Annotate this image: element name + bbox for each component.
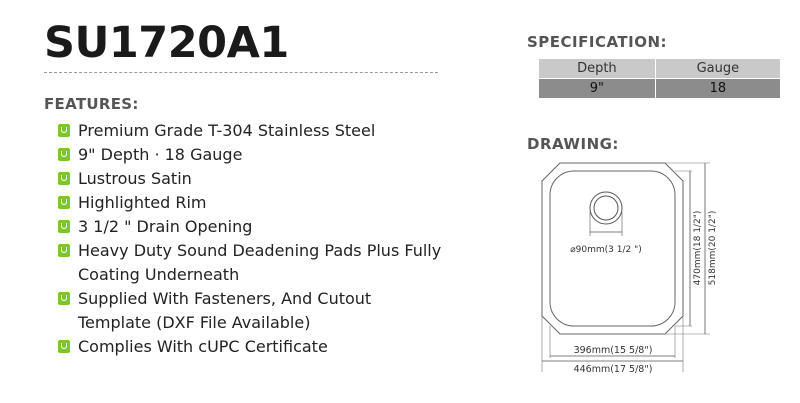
drain-inner-circle	[594, 196, 618, 220]
feature-text: 3 1/2 " Drain Opening	[78, 217, 253, 236]
feature-item	[58, 239, 448, 287]
check-icon	[58, 172, 70, 185]
drawing-heading: DRAWING:	[527, 135, 619, 153]
outer-width-label: 446mm(17 5/8")	[573, 364, 653, 375]
feature-text: Complies With cUPC Certificate	[78, 337, 328, 356]
drain-outer-circle	[590, 192, 622, 224]
spec-value-gauge: 18	[655, 79, 780, 99]
features-list	[58, 119, 448, 359]
feature-item	[58, 143, 448, 167]
feature-text: Lustrous Satin	[78, 169, 192, 188]
spec-value-row	[539, 79, 780, 99]
check-icon	[58, 220, 70, 233]
spec-header-gauge: Gauge	[655, 59, 780, 79]
product-model-title: SU1720A1	[44, 18, 289, 68]
feature-text: Heavy Duty Sound Deadening Pads Plus Fully Coating Underneath	[78, 241, 442, 284]
check-icon	[58, 196, 70, 209]
feature-item	[58, 335, 448, 359]
features-heading: FEATURES:	[44, 95, 139, 113]
check-icon	[58, 148, 70, 161]
feature-item	[58, 287, 448, 335]
check-icon	[58, 244, 70, 257]
feature-text: 9" Depth · 18 Gauge	[78, 145, 243, 164]
feature-text: Highlighted Rim	[78, 193, 207, 212]
drain-dimension-label: ⌀90mm(3 1/2 ")	[570, 245, 642, 255]
spec-header-row	[539, 59, 780, 79]
sink-drawing	[520, 150, 720, 380]
feature-text: Supplied With Fasteners, And Cutout Template (DXF File Available)	[78, 289, 372, 332]
inner-width-label: 396mm(15 5/8")	[573, 345, 653, 356]
feature-item	[58, 191, 448, 215]
spec-value-depth: 9"	[539, 79, 655, 99]
specification-heading: SPECIFICATION:	[527, 33, 668, 51]
feature-item	[58, 119, 448, 143]
outer-height-label: 518mm(20 1/2")	[708, 210, 718, 286]
inner-height-label: 470mm(18 1/2")	[693, 210, 703, 286]
check-icon	[58, 340, 70, 353]
feature-text: Premium Grade T-304 Stainless Steel	[78, 121, 376, 140]
title-divider	[44, 72, 438, 73]
feature-item	[58, 215, 448, 239]
spec-header-depth: Depth	[539, 59, 655, 79]
check-icon	[58, 292, 70, 305]
feature-item	[58, 167, 448, 191]
specification-table	[539, 59, 780, 98]
check-icon	[58, 124, 70, 137]
